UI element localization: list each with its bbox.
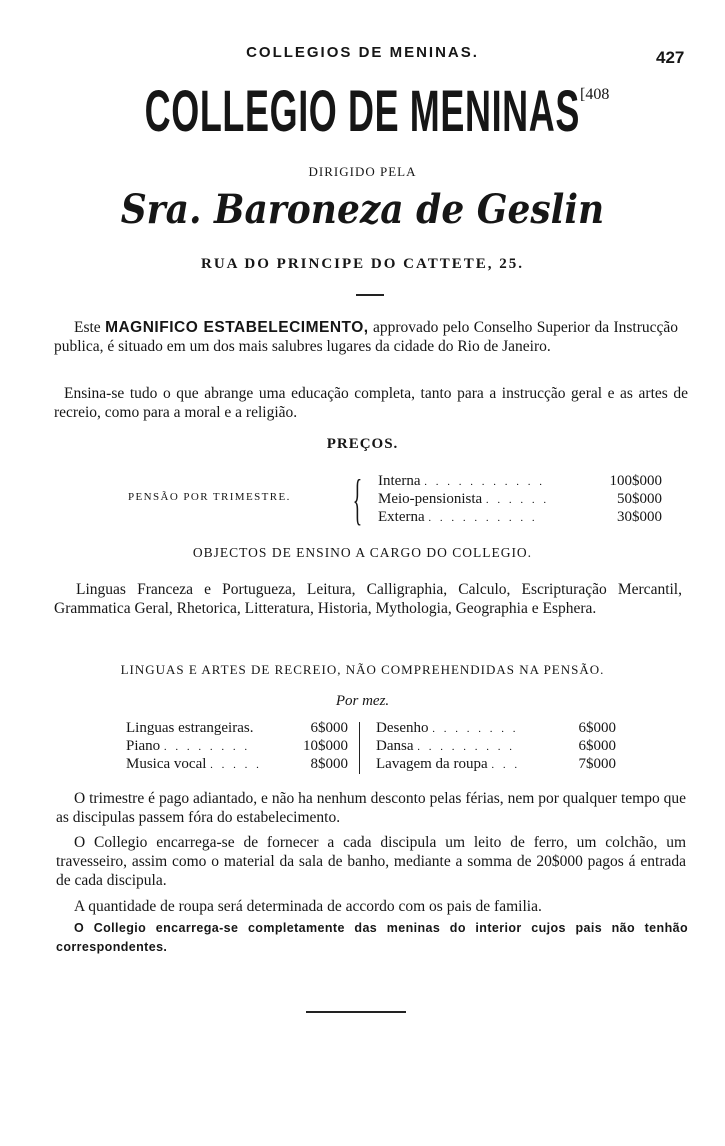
intro-paragraph-2: Ensina-se tudo o que abrange uma educação completa, tanto para a instrucção geral e as artes de recreio, como para a moral e a religião. — [54, 385, 688, 421]
extras-dots: . . . — [491, 759, 521, 771]
extras-row — [126, 720, 348, 738]
margin-reference: [408 — [580, 86, 610, 103]
price-dots: . . . . . . . . . . . — [424, 476, 545, 488]
extras-dots: . . . . . . . . . — [417, 741, 515, 753]
price-value: 100$000 — [609, 473, 662, 489]
extras-row — [126, 756, 348, 774]
directress-name: Sra. Baroneza de Geslin — [120, 186, 605, 233]
extras-subheading: Por mez. — [335, 693, 390, 709]
extras-dots: . . . . . — [210, 759, 262, 771]
extras-name: Linguas estrangeiras. — [126, 720, 254, 736]
page-title: COLLEGIO DE MENINAS — [144, 79, 580, 144]
brace: { — [352, 469, 363, 531]
intro-rest: approvado pelo Conselho Superior da Instrucção publica, é situado em um dos mais salubres lugares da cidade do Rio de Janeiro. — [54, 319, 679, 355]
extras-name: Piano — [126, 738, 161, 754]
extras-row — [376, 756, 616, 774]
intro-lead: Este — [74, 319, 101, 336]
intro-paragraph-1 — [54, 318, 678, 356]
extras-name: Musica vocal — [126, 756, 207, 772]
price-row — [378, 473, 662, 491]
precos-heading — [0, 436, 725, 453]
price-value: 30$000 — [617, 509, 662, 525]
extras-dots: . . . . . . . . — [163, 741, 251, 753]
price-dots: . . . . . . — [485, 494, 550, 506]
extras-value: 6$000 — [578, 720, 616, 736]
price-row — [378, 491, 662, 509]
price-row — [378, 509, 662, 527]
closing-rule — [306, 1011, 406, 1013]
precos-heading-text: PREÇOS. — [326, 436, 399, 452]
extras-value: 7$000 — [578, 756, 616, 772]
extras-value: 6$000 — [310, 720, 348, 736]
extras-name: Lavagem da roupa — [376, 756, 488, 772]
pensao-label: PENSÃO POR TRIMESTRE. — [128, 491, 291, 503]
price-name: Meio-pensionista — [378, 491, 483, 507]
extras-divider — [359, 722, 360, 774]
objectos-text: Linguas Franceza e Portugueza, Leitura, Calligraphia, Calculo, Escripturação Mercantil, Grammatica Geral, Rhetorica, Litteratura, Historia, Mythologia, Geographia e Esphera. — [54, 581, 682, 617]
extras-row — [376, 720, 616, 738]
extras-dots: . . . . . . . . — [432, 723, 519, 735]
address: RUA DO PRINCIPE DO CATTETE, 25. — [201, 256, 524, 272]
extras-heading: LINGUAS E ARTES DE RECREIO, NÃO COMPREHENDIDAS NA PENSÃO. — [120, 662, 605, 677]
extras-value: 6$000 — [578, 738, 616, 754]
extras-value: 8$000 — [310, 756, 348, 772]
conditions-paragraph-4: O Collegio encarrega-se completamente das meninas do interior cujos pais não tenhão correspondentes. — [56, 921, 688, 954]
conditions-paragraph-1: O trimestre é pago adiantado, e não ha nenhum desconto pelas férias, nem por qualquer tempo que as discipulas passem fóra do estabelecimento. — [56, 790, 686, 826]
price-dots: . . . . . . . . . . — [428, 512, 538, 524]
extras-row — [126, 738, 348, 756]
extras-name: Desenho — [376, 720, 429, 736]
conditions-paragraph-2: O Collegio encarrega-se de fornecer a cada discipula um leito de ferro, um colchão, um travesseiro, assim como o material da sala de banho, mediante a somma de 20$000 pagos á entrada de cada discipula. — [56, 834, 686, 889]
intro-bold: MAGNIFICO ESTABELECIMENTO, — [105, 319, 369, 336]
extras-table-right — [376, 720, 616, 774]
dirigido-label: DIRIGIDO PELA — [308, 164, 417, 179]
short-rule — [356, 294, 384, 296]
extras-value: 10$000 — [303, 738, 348, 754]
page-number: 427 — [656, 48, 685, 67]
objectos-heading: OBJECTOS DE ENSINO A CARGO DO COLLEGIO. — [192, 545, 533, 560]
extras-name: Dansa — [376, 738, 414, 754]
price-name: Interna — [378, 473, 421, 489]
extras-row — [376, 738, 616, 756]
price-value: 50$000 — [617, 491, 662, 507]
price-name: Externa — [378, 509, 425, 525]
extras-table-left — [126, 720, 348, 774]
running-head: COLLEGIOS DE MENINAS. — [246, 44, 479, 61]
conditions-paragraph-3: A quantidade de roupa será determinada de accordo com os pais de familia. — [74, 898, 542, 915]
price-table — [378, 473, 662, 527]
